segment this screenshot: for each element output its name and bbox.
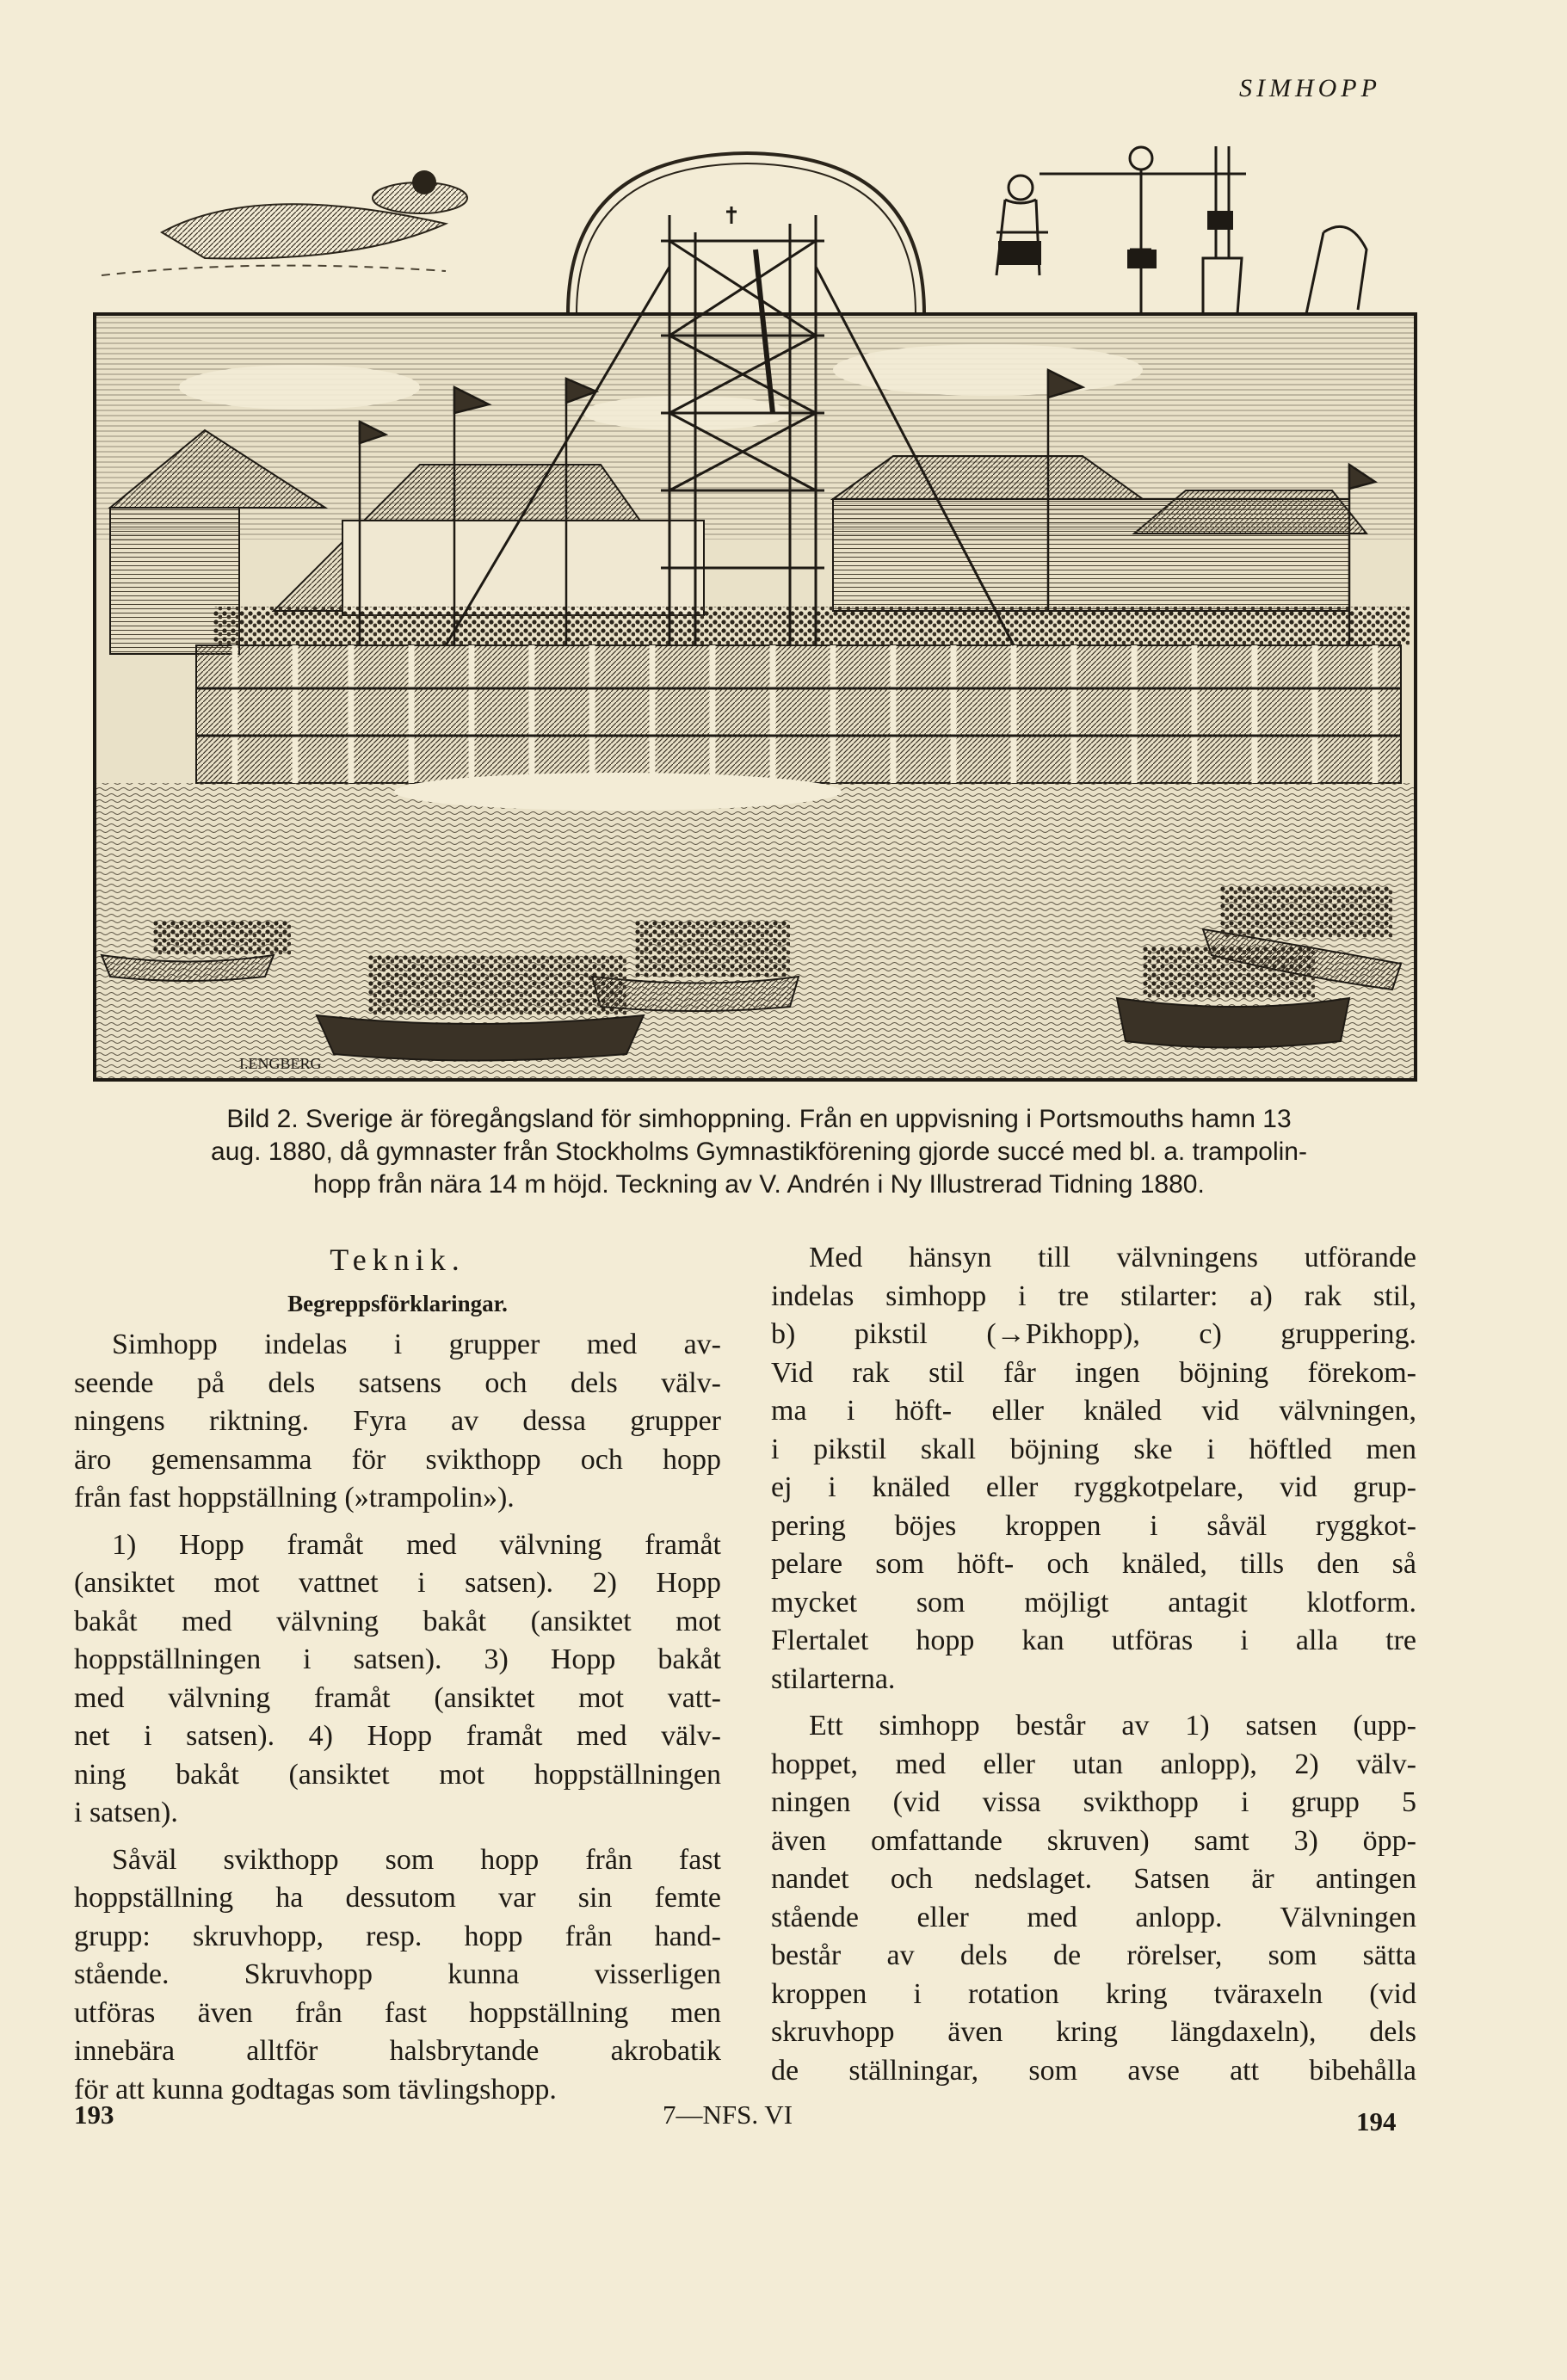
text-line: seende på dels satsens och dels välv- [74, 1366, 721, 1399]
text-line: består av dels de rörelser, som sätta [771, 1939, 1416, 1971]
text-line: för att kunna godtagas som tävlingshopp. [74, 2073, 557, 2106]
text-line: från fast hoppställning (»trampolin»). [74, 1482, 515, 1514]
text-line: nandet och nedslaget. Satsen är antingen [771, 1863, 1416, 1895]
text-line: stående. Skruvhopp kunna visserligen [74, 1958, 721, 1990]
text-line: hoppställning ha dessutom var sin femte [74, 1882, 721, 1914]
diving-exhibition-illustration [84, 129, 1427, 1084]
text-line: net i satsen). 4) Hopp framåt med välv- [74, 1720, 721, 1752]
right-column [771, 1239, 1416, 2099]
text-line: utföras även från fast hoppställning men [74, 1996, 721, 2029]
page-number-left: 193 [74, 2099, 114, 2130]
text-line: ningen (vid vissa svikthopp i grupp 5 [771, 1786, 1416, 1818]
text-line: Såväl svikthopp som hopp från fast [112, 1843, 721, 1876]
text-line: grupp: skruvhopp, resp. hopp från hand- [74, 1920, 721, 1952]
page-number-right: 194 [1356, 2106, 1397, 2136]
text-line: ma i höft- eller knäled vid välvningen, [771, 1395, 1416, 1427]
left-column [74, 1239, 721, 2118]
text-line: kroppen i rotation kring tväraxeln (vid [771, 1977, 1416, 2010]
text-line: med välvning framåt (ansiktet mot vatt- [74, 1681, 721, 1714]
text-line: innebära alltför halsbrytande akrobatik [74, 2035, 721, 2067]
text-line: stående eller med anlopp. Välvningen [771, 1901, 1416, 1933]
text-line: Vid rak stil får ingen böjning förekom- [771, 1356, 1416, 1389]
text-line: i pikstil skall böjning ske i höftled men [771, 1433, 1416, 1465]
text-line: ning bakåt (ansiktet mot hoppställningen [74, 1758, 721, 1791]
paragraph [771, 1707, 1416, 2090]
text-line: indelas simhopp i tre stilarter: a) rak stil, [771, 1279, 1416, 1312]
caption-line: Bild 2. Sverige är föregångsland för simhoppning. Från en uppvisning i Portsmouths hamn 13 [226, 1105, 1292, 1133]
section-subheading: Begreppsförklaringar. [287, 1290, 508, 1316]
paragraph [74, 1526, 721, 1833]
text-line: Med hänsyn till välvningens utförande [809, 1242, 1416, 1273]
text-line: bakåt med välvning bakåt (ansiktet mot [74, 1605, 721, 1637]
text-line: (ansiktet mot vattnet i satsen). 2) Hopp [74, 1567, 721, 1599]
text-line: ningens riktning. Fyra av dessa grupper [74, 1405, 721, 1437]
figure-caption [91, 1103, 1427, 1201]
text-line: hoppet, med eller utan anlopp), 2) välv- [771, 1748, 1416, 1780]
text-line: hoppställningen i satsen). 3) Hopp bakåt [74, 1643, 721, 1675]
running-head: SIMHOPP [1239, 74, 1381, 102]
text-line: 1) Hopp framåt med välvning framåt [112, 1528, 721, 1561]
text-line: äro gemensamma för svikthopp och hopp [74, 1443, 721, 1476]
paragraph [74, 1326, 721, 1518]
text-line: skruvhopp även kring längdaxeln), dels [771, 2016, 1416, 2048]
caption-line: hopp från nära 14 m höjd. Teckning av V. Andrén i Ny Illustrerad Tidning 1880. [313, 1170, 1205, 1199]
paragraph [74, 1841, 721, 2110]
text-line: stilarterna. [771, 1662, 896, 1695]
text-line: i satsen). [74, 1797, 178, 1828]
text-line: Simhopp indelas i grupper med av- [112, 1329, 721, 1360]
volume-signature: 7—NFS. VI [663, 2099, 793, 2130]
text-line: pelare som höft- och knäled, tills den så [771, 1548, 1416, 1580]
caption-line: aug. 1880, då gymnaster från Stockholms Gymnastikförening gjorde succé med bl. a. trampolin- [211, 1138, 1307, 1166]
engraving-svg [84, 129, 1427, 1084]
main-scene [95, 207, 1416, 1080]
text-line: Ett simhopp består av 1) satsen (upp- [809, 1710, 1416, 1742]
text-line: b) pikstil (→Pikhopp), c) gruppering. [771, 1318, 1416, 1350]
section-heading: Teknik. [330, 1242, 466, 1277]
paragraph [771, 1239, 1416, 1699]
text-line: ej i knäled eller ryggkotpelare, vid grup- [771, 1471, 1416, 1503]
artist-mark: I.ENGBERG [239, 1055, 322, 1072]
text-line: pering böjes kroppen i såväl ryggkot- [771, 1509, 1416, 1542]
text-line: mycket som möjligt antagit klotform. [771, 1586, 1416, 1619]
text-line: även omfattande skruven) samt 3) öpp- [771, 1824, 1416, 1857]
text-line: de ställningar, som avse att bibehålla [771, 2054, 1416, 2087]
text-line: Flertalet hopp kan utföras i alla tre [771, 1625, 1416, 1656]
